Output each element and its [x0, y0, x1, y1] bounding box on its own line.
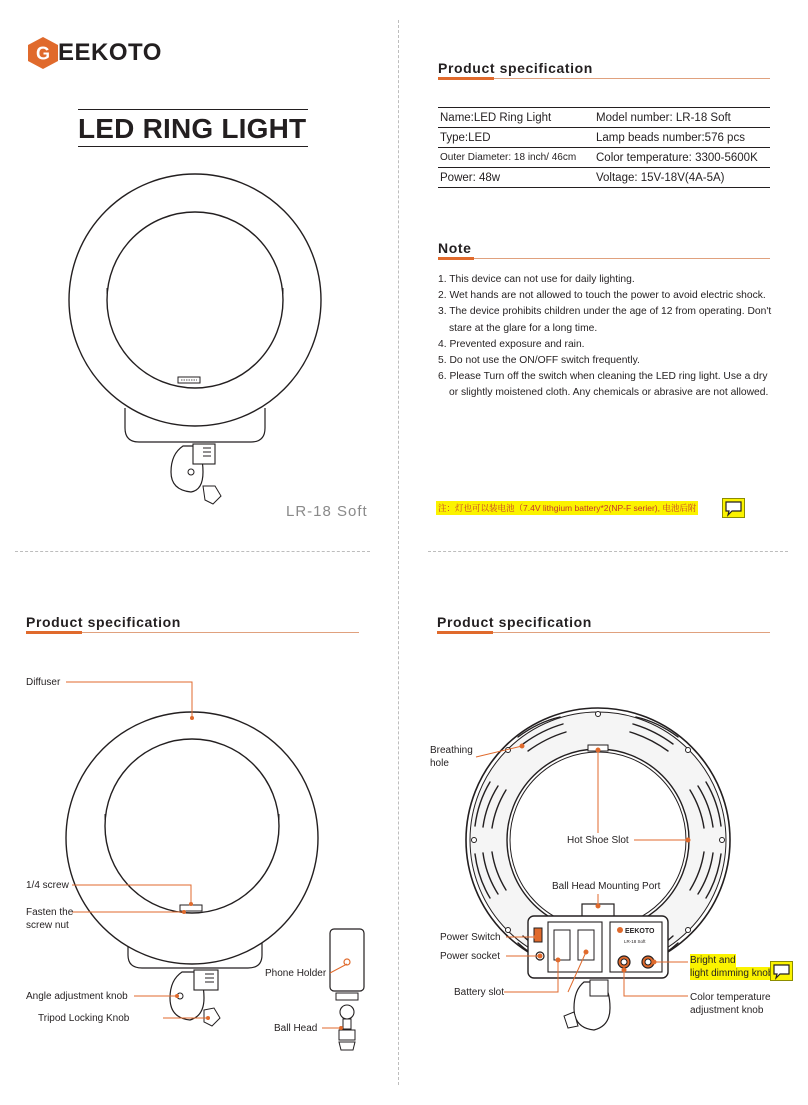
note-title-accent	[438, 257, 474, 260]
note-section-title: Note	[438, 240, 472, 256]
back-diagram-title: Product specification	[437, 614, 592, 630]
horizontal-divider-right	[428, 551, 788, 552]
spec-table	[438, 107, 770, 188]
logo-text: EEKOTO	[58, 39, 162, 66]
label-color-temp-line2: adjustment knob	[690, 1005, 764, 1016]
note-line: 2. Wet hands are not allowed to touch the power to avoid electric shock.	[438, 290, 766, 302]
logo-letter: G	[35, 43, 51, 64]
label-color-temp-line1: Color temperature	[690, 992, 771, 1003]
label-power-socket: Power socket	[440, 951, 501, 962]
spec-cell: Voltage: 15V-18V(4A-5A)	[594, 168, 770, 188]
note-line: 3. The device prohibits children under the age of 12 from operating. Don't	[438, 306, 772, 318]
comment-icon[interactable]	[722, 498, 745, 518]
label-ball-head: Ball Head	[274, 1023, 318, 1034]
spec-cell: Color temperature: 3300-5600K	[594, 148, 770, 168]
panel-model-text: LR-18 Soft	[624, 939, 646, 944]
label-battery-slot: Battery slot	[454, 987, 505, 998]
spec-cell: Outer Diameter: 18 inch/ 46cm	[438, 148, 594, 168]
note-line: 6. Please Turn off the switch when cleaning the LED ring light. Use a dry	[438, 371, 768, 383]
label-angle-knob: Angle adjustment knob	[26, 991, 128, 1002]
label-phone-holder: Phone Holder	[265, 968, 327, 979]
label-fasten-line2: screw nut	[26, 920, 69, 931]
spec-cell: Type:LED	[438, 128, 594, 148]
label-diffuser: Diffuser	[26, 677, 61, 688]
spec-section-title: Product specification	[438, 60, 593, 76]
main-title: LED RING LIGHT	[78, 113, 307, 144]
front-diagram-illustration	[0, 0, 398, 1105]
spec-cell: Name:LED Ring Light	[438, 108, 594, 128]
spec-cell: Model number: LR-18 Soft	[594, 108, 770, 128]
cover-model-label: LR-18 Soft	[286, 503, 368, 520]
table-row	[438, 168, 770, 188]
spec-cell: Lamp beads number:576 pcs	[594, 128, 770, 148]
spec-title-accent	[438, 77, 494, 80]
label-fasten-line1: Fasten the	[26, 907, 74, 918]
label-bright-line1[interactable]: Bright and	[690, 955, 736, 966]
label-quarter-screw: 1/4 screw	[26, 880, 69, 891]
label-ball-head-mount: Ball Head Mounting Port	[552, 881, 661, 892]
note-list	[438, 272, 783, 402]
comment-icon[interactable]	[770, 961, 793, 981]
label-breathing-line1: Breathing	[430, 745, 473, 756]
table-row	[438, 108, 770, 128]
note-title-line	[438, 258, 770, 259]
panel-logo-text: EEKOTO	[625, 928, 655, 935]
note-line: 1. This device can not use for daily lighting.	[438, 274, 635, 285]
annotation-highlight[interactable]: 注：灯也可以装电池（7.4V lithgium battery*2(NP-F serier), 电池后附	[438, 503, 697, 513]
note-line: 4. Prevented exposure and rain.	[438, 338, 585, 350]
label-breathing-line2: hole	[430, 758, 449, 769]
label-bright-line2[interactable]: light dimming knob	[690, 968, 774, 979]
table-row	[438, 128, 770, 148]
table-row	[438, 148, 770, 168]
front-diagram-title: Product specification	[26, 614, 181, 630]
label-hot-shoe-slot: Hot Shoe Slot	[567, 835, 629, 846]
label-power-switch: Power Switch	[440, 932, 501, 943]
note-line: stare at the glare for a long time.	[449, 322, 598, 334]
label-tripod-knob: Tripod Locking Knob	[38, 1013, 130, 1024]
back-title-accent	[437, 631, 493, 634]
spec-cell: Power: 48w	[438, 168, 594, 188]
note-line: 5. Do not use the ON/OFF switch frequently.	[438, 355, 640, 367]
note-line: or slightly moistened cloth. Any chemicals or abrasive are not allowed.	[449, 387, 769, 399]
